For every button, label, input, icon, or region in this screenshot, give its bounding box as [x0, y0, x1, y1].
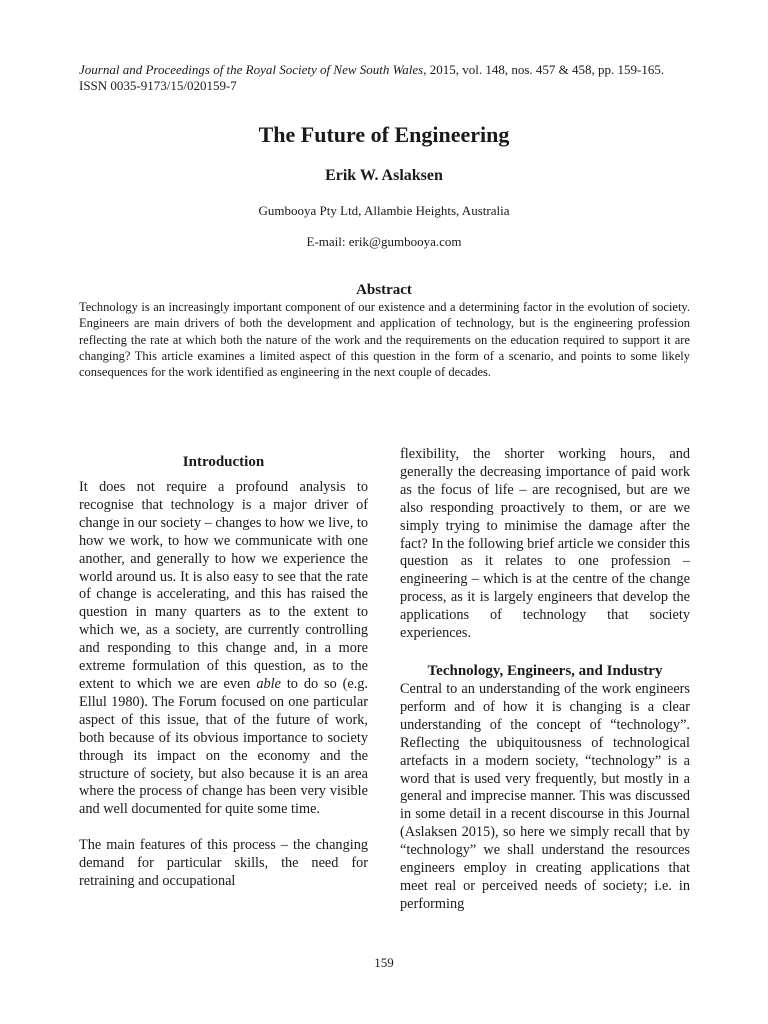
introduction-paragraph-2-continued: flexibility, the shorter working hours, and generally the decreasing importance of paid work as the focus of life – are recognised, but are we also responding proactively to them, or are we simply trying to minimise the damage after the fact? In the following brief article we consider this question as it relates to one profession – engineering – which is at the centre of the change process, as it is largely engineers that develop the applications of technology that society experiences. — [400, 446, 690, 642]
journal-name: Journal and Proceedings of the Royal Society of New South Wales — [79, 62, 424, 77]
introduction-heading: Introduction — [182, 454, 265, 470]
intro-text-part-2: to do so (e.g. Ellul 1980). The Forum focused on one particular aspect of this issue, that of the future of work, both because of its obvious importance to society through its impact on the economy and the structure of society, but also because it is an area where the process of change has been very visible and well documented for quite some time. — [79, 675, 368, 818]
left-column — [79, 449, 368, 891]
right-column — [400, 446, 690, 914]
citation-line — [79, 62, 699, 78]
author-affiliation: Gumbooya Pty Ltd, Allambie Heights, Australia — [258, 203, 510, 218]
intro-text-part-1: It does not require a profound analysis to recognise that technology is a major driver of change in our society – changes to how we live, to how we work, to how we communicate with one another, and generally to how we experience the world around us. It is also easy to see that the rate of change is accelerating, and this has raised the question in many quarters as to the extent to which we, as a society, are currently controlling and responding to this change and, in a more extreme formulation of this question, as to the extent to which we are even — [79, 479, 368, 692]
intro-emphasis: able — [256, 675, 281, 692]
article-title: The Future of Engineering — [258, 122, 510, 147]
introduction-paragraph-1 — [79, 479, 368, 819]
abstract-heading: Abstract — [356, 282, 412, 298]
abstract-text: Technology is an increasingly important component of our existence and a determining factor in the evolution of society. Engineers are main drivers of both the development and application of technology, but is the engineering profession reflecting the rate at which both the nature of the work and the requirements on the education required to support it are changing? This article examines a limited aspect of this question in the form of a scenario, and points to some likely consequences for the work identified as engineering in the next couple of decades. — [79, 300, 690, 380]
page-number: 159 — [374, 955, 394, 970]
section-heading-technology: Technology, Engineers, and Industry — [427, 662, 663, 679]
citation-details: , 2015, vol. 148, nos. 457 & 458, pp. 159-165. — [423, 62, 665, 77]
journal-citation — [79, 62, 699, 94]
introduction-paragraph-2-start: The main features of this process – the changing demand for particular skills, the need for retraining and occupational — [79, 837, 368, 890]
issn: ISSN 0035-9173/15/020159-7 — [79, 78, 237, 93]
author-name: Erik W. Aslaksen — [325, 167, 443, 184]
author-email: E-mail: erik@gumbooya.com — [306, 234, 462, 249]
section-technology-paragraph: Central to an understanding of the work engineers perform and of how it is changing is a clear understanding of the concept of “technology”. Reflecting the ubiquitousness of technological artefacts in a modern society, “technology” is a word that is used very frequently, but mostly in a general and imprecise manner. This was discussed in some detail in a recent discourse in this Journal (Aslaksen 2015), so here we simply recall that by “technology” we shall understand the resources engineers employ in creating applications that meet real or perceived needs of society; i.e. in performing — [400, 680, 690, 912]
